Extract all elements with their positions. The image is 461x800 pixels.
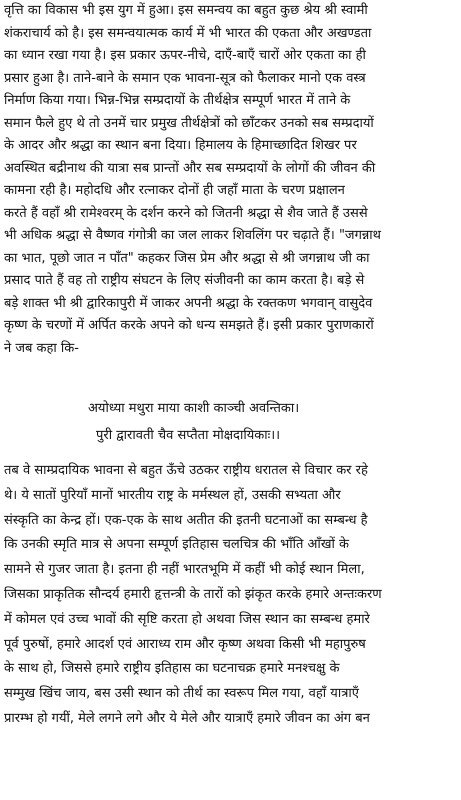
text-line: करते हैं वहाँ श्री रामेश्वरम् के दर्शन करने को जितनी श्रद्धा से शैव जाते हैं उससे: [4, 205, 368, 221]
text-line: कि उनकी स्मृति मात्र से अपना सम्पूर्ण इतिहास चलचित्र की भाँति आँखों के: [4, 537, 349, 553]
text-line: बड़े शाक्त भी श्री द्वारिकापुरी में जाकर अपनी श्रद्धा के रक्तकण भगवान् वासुदेव: [4, 295, 373, 311]
text-line: निर्माण किया गया। भिन्न-भिन्न सम्प्रदायों के तीर्थक्षेत्र सम्पूर्ण भारत में ताने के: [4, 93, 351, 108]
text-line: पूर्व पुरुषों, हमारे आदर्श एवं आराध्य राम और कृष्ण अथवा किसी भी महापुरुष: [4, 636, 366, 652]
text-line: समान फैले हुए थे तो उनमें चार प्रमुख तीर्थक्षेत्रों को छाँटकर उनको सब सम्प्रदायों: [4, 115, 374, 131]
text-line: अवस्थित बद्रीनाथ की यात्रा सब प्रान्तों और सब सम्प्रदायों के लोगों की जीवन की: [4, 160, 376, 176]
verse-line: अयोध्या मथुरा माया काशी काञ्ची अवन्तिका।: [88, 401, 300, 416]
text-line: के साथ हो, जिससे हमारे राष्ट्रीय इतिहास का घटनाचक्र हमारे मनश्चक्षु के: [4, 661, 340, 677]
text-line: तब वे साम्प्रदायिक भावना से बहुत ऊँचे उठकर राष्ट्रीय धरातल से विचार कर रहे: [4, 463, 368, 478]
text-line: का ध्यान रखा गया है। इस प्रकार ऊपर-नीचे, दाएँ-बाएँ चारों ओर एकता का ही: [4, 48, 366, 63]
text-line: का भात, पूछो जात न पाँत" कहकर जिस प्रेम और श्रद्धा से श्री जगन्नाथ जी का: [4, 250, 370, 266]
text-line: प्रसार हुआ है। ताने-बाने के समान एक भावना-सूत्र को फैलाकर मानो एक वस्त्र: [4, 70, 366, 86]
text-line: संस्कृति का केन्द्र हों। एक-एक के साथ अतीत की इतनी घटनाओं का सम्बन्ध है: [4, 512, 368, 528]
text-line: भी अधिक श्रद्धा से वैष्णव गंगोत्री का जल लाकर शिवलिंग पर चढ़ाते हैं। "जगन्नाथ: [4, 228, 381, 243]
text-line: प्रारम्भ हो गयीं, मेले लगने लगे और ये मेले और यात्राएँ हमारे जीवन का अंग बन: [4, 711, 370, 726]
text-line: कामना रही है। महोदधि और रत्नाकर दोनों ही जहाँ माता के चरण प्रक्षालन: [4, 183, 345, 198]
text-line: के आदर और श्रद्धा का स्थान बना दिया। हिमालय के हिमाच्छादित शिखर पर: [4, 138, 357, 153]
text-line: सम्मुख खिंच जाय, बस उसी स्थान को तीर्थ का स्वरूप मिल गया, वहाँ यात्राएँ: [4, 686, 359, 702]
verse-line: पुरी द्वारावती चैव सप्तैता मोक्षदायिकाः।।: [96, 428, 281, 443]
text-line: प्रसाद पाते हैं वह तो राष्ट्रीय संघटन के लिए संजीवनी का काम करता है। बड़े से: [4, 273, 365, 288]
text-line: थे। ये सातों पुरियाँ मानों भारतीय राष्ट्र के मर्मस्थल हों, उसकी सभ्यता और: [4, 487, 341, 503]
text-line: वृत्ति का विकास भी इस युग में हुआ। इस समन्वय का बहुत कुछ श्रेय श्री स्वामी: [4, 3, 368, 18]
text-line: कृष्ण के चरणों में अर्पित करके अपने को धन्य समझते हैं। इसी प्रकार पुराणकारों: [4, 318, 374, 333]
text-line: सामने से गुजर जाता है। इतना ही नहीं भारतभूमि में कहीं भी कोई स्थान मिला,: [4, 562, 365, 578]
text-line: ने जब कहा कि-: [4, 340, 79, 356]
text-line: शंकराचार्य को है। इस समन्वयात्मक कार्य में भी भारत की एकता और अखण्डता: [4, 25, 372, 41]
text-line: जिसका प्राकृतिक सौन्दर्य हमारी हृत्तन्त्री के तारों को झंकृत करके हमारे अन्तःकरण: [4, 587, 382, 602]
text-line: में कोमल एवं उच्च भावों की सृष्टि करता हो अथवा जिस स्थान का सम्बन्ध हमारे: [4, 611, 370, 627]
